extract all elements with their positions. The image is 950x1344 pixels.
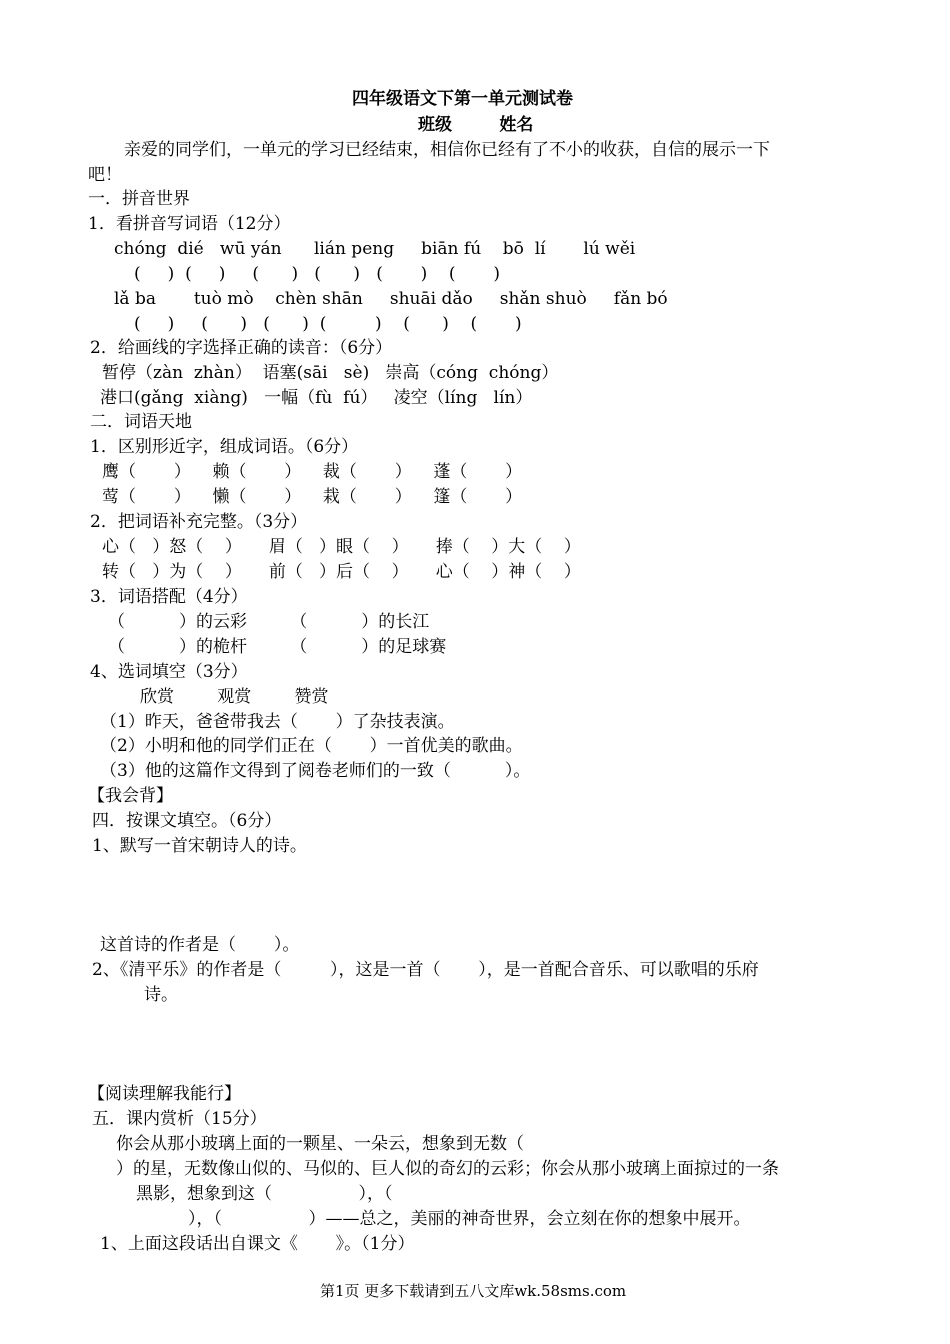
s4-q2-line-1: 2、《清平乐》的作者是（ ），这是一首（ ），是一首配合音乐、可以歌唱的乐府 [92,960,759,980]
s1-q1-pinyin-row-2: lǎ ba tuò mò chèn shān shuāi dǎo shǎn shuò fǎn bó [114,289,668,309]
s2-q1-row-1: 鹰（ ） 赖（ ） 裁（ ） 蓬（ ） [102,462,523,482]
s2-q3-row-1: （ ）的云彩 （ ）的长江 [108,612,430,632]
s1-q1-pinyin-row-1: chóng dié wū yán lián peng biān fú bō lí lú wěi [114,239,636,259]
s2-q3-row-2: （ ）的桅杆 （ ）的足球赛 [108,637,447,657]
section-5-heading: 五．课内赏析（15分） [92,1109,267,1129]
s1-q1-blanks-row-1: ( ) ( ) ( ) ( ) ( ) ( ) [134,264,500,284]
s4-q1: 1、默写一首宋朝诗人的诗。 [92,836,307,856]
s2-q1-row-2: 莺（ ） 懒（ ） 栽（ ） 篷（ ） [102,487,523,507]
s2-q2-title: 2．把词语补充完整。（3分） [90,512,308,532]
s2-q4-word-options: 欣赏 观赏 赞赏 [140,687,329,707]
passage-line-2: ）的星，无数像山似的、马似的、巨人似的奇幻的云彩；你会从那小玻璃上面掠过的一条 [116,1159,779,1179]
s2-q2-row-1: 心（ ）怒（ ） 眉（ ）眼（ ） 捧（ ）大（ ） [102,537,581,557]
s5-q1: 1、上面这段话出自课文《 》。（1分） [100,1234,415,1254]
s4-q2-line-2: 诗。 [144,985,178,1005]
s4-author-line: 这首诗的作者是（ ）。 [100,935,300,955]
section-2-heading: 二．词语天地 [90,412,192,432]
s2-q4-sentence-1: （1）昨天，爸爸带我去（ ）了杂技表演。 [100,712,455,732]
s2-q3-title: 3．词语搭配（4分） [90,587,248,607]
s2-q4-title: 4、选词填空（3分） [90,662,248,682]
page-title: 四年级语文下第一单元测试卷 [352,89,573,109]
section-1-heading: 一．拼音世界 [88,189,190,209]
intro-line-2: 吧！ [88,165,122,185]
passage-line-4: ），（ ）——总之，美丽的神奇世界，会立刻在你的想象中展开。 [188,1209,751,1229]
s1-q2-row-1: 暂停（zàn zhàn） 语塞(sāi sè) 崇高（cóng chóng） [102,363,559,383]
s1-q2-title: 2．给画线的字选择正确的读音：（6分） [90,338,393,358]
intro-line-1: 亲爱的同学们，一单元的学习已经结束，相信你已经有了不小的收获，自信的展示一下 [124,140,770,160]
reading-section-label: 【阅读理解我能行】 [88,1084,241,1104]
s1-q2-row-2: 港口(gǎng xiàng) 一幅（fù fú） 凌空（líng lín） [100,388,533,408]
s2-q1-title: 1．区别形近字，组成词语。（6分） [90,437,359,457]
recite-section-label: 【我会背】 [88,786,173,806]
s2-q4-sentence-3: （3）他的这篇作文得到了阅卷老师们的一致（ ）。 [100,761,531,781]
s2-q2-row-2: 转（ ）为（ ） 前（ ）后（ ） 心（ ）神（ ） [102,562,581,582]
s1-q1-title: 1．看拼音写词语（12分） [88,214,291,234]
class-name-line: 班级 姓名 [418,115,534,135]
page-footer: 第1页 更多下载请到五八文库wk.58sms.com [320,1282,627,1300]
passage-line-1: 你会从那小玻璃上面的一颗星、一朵云，想象到无数（ [116,1134,524,1154]
passage-line-3: 黑影，想象到这（ ），（ [136,1184,393,1204]
s2-q4-sentence-2: （2）小明和他的同学们正在（ ）一首优美的歌曲。 [100,736,523,756]
section-4-heading: 四．按课文填空。（6分） [92,811,282,831]
s1-q1-blanks-row-2: ( ) ( ) ( ) ( ) ( ) ( ) [134,314,522,334]
